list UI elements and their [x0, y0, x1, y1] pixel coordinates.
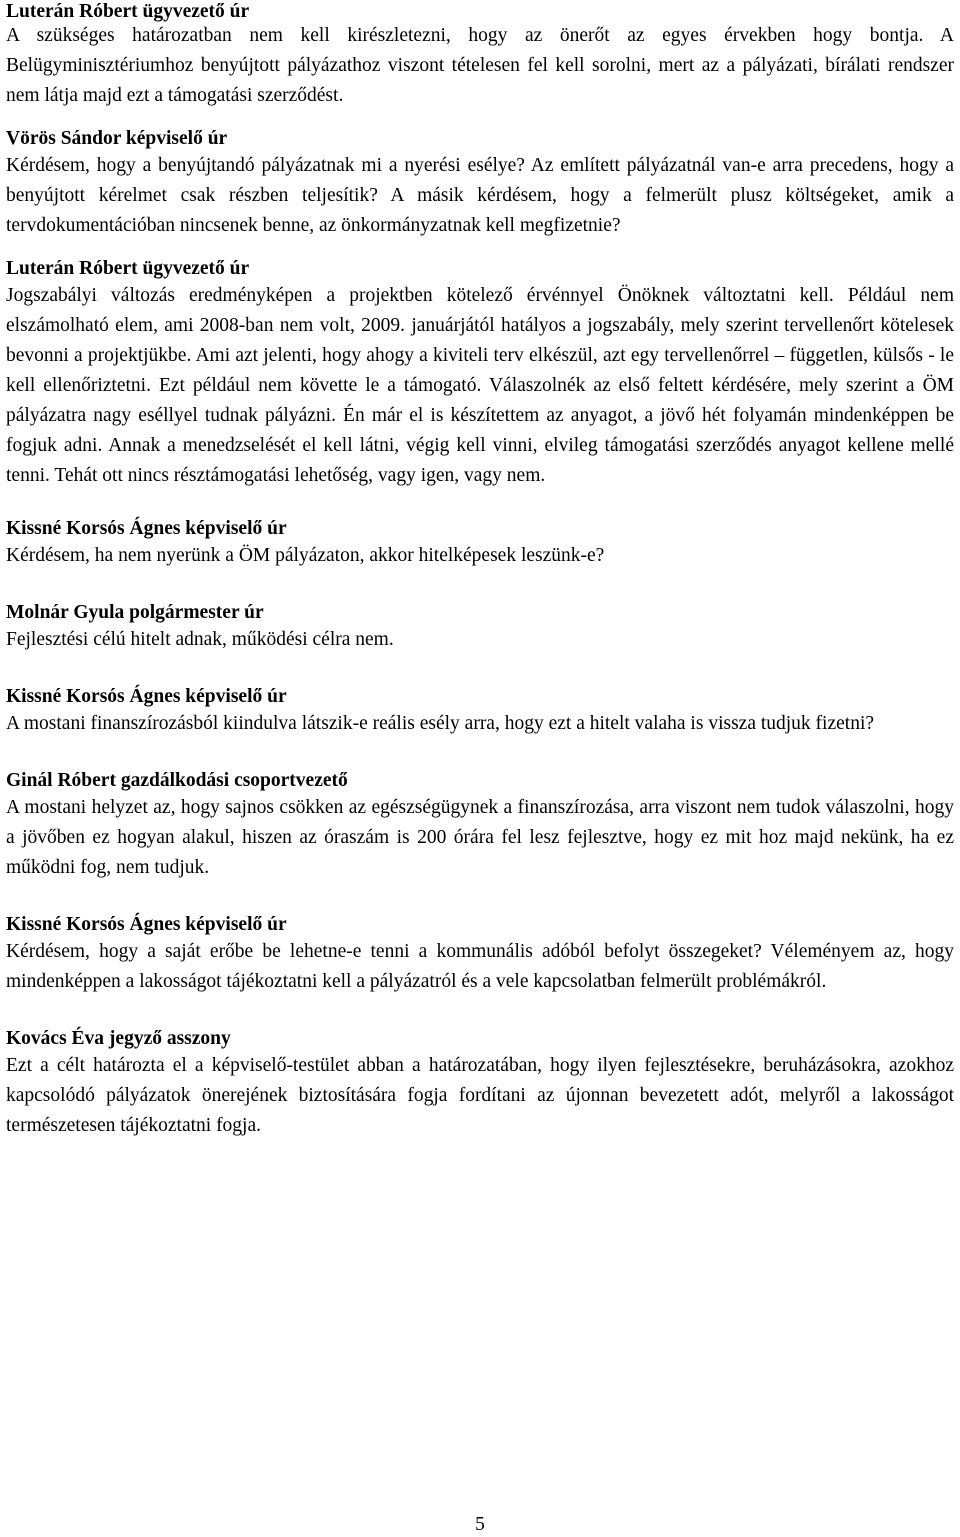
speaker-name: Vörös Sándor képviselő úr [6, 128, 228, 149]
speech-text: Kérdésem, hogy a saját erőbe be lehetne-e tenni a kommunális adóból befolyt összegeket? Véleményem az, hogy mindenképpen a lakosságot tájékoztatni kell a pályázatról és a vele kapcsolatban felmerült problémákról. [6, 941, 954, 992]
speaker-name: Kovács Éva jegyző asszony [6, 1028, 231, 1049]
speech-block [6, 517, 954, 571]
paragraph-gap [6, 491, 954, 517]
speech-text: A mostani helyzet az, hogy sajnos csökken az egészségügynek a finanszírozása, arra viszont nem tudok válaszolni, hogy a jövőben ez hogyan alakul, hiszen az óraszám is 200 órára fel lesz fejlesztve, hogy ez mit hoz majd nekünk, ha ez működni fog, nem tudjuk. [6, 797, 954, 878]
speaker-name: Ginál Róbert gazdálkodási csoportvezető [6, 770, 348, 791]
paragraph-gap [6, 111, 954, 127]
speech-text: Kérdésem, hogy a benyújtandó pályázatnak mi a nyerési esélye? Az említett pályázatnál van-e arra precedens, hogy a benyújtott kérelmet csak részben teljesítik? A másik kérdésem, hogy a felmerült plusz költségeket, amik a tervdokumentációban nincsenek benne, az önkormányzatnak kell megfizetnie? [6, 155, 954, 236]
speech-block [6, 769, 954, 883]
speech-block [6, 685, 954, 739]
speech-block [6, 601, 954, 655]
paragraph-gap [6, 241, 954, 257]
document-page [6, 0, 954, 1141]
speaker-name: Kissné Korsós Ágnes képviselő úr [6, 686, 287, 707]
speaker-name: Kissné Korsós Ágnes képviselő úr [6, 914, 287, 935]
speech-block [6, 127, 954, 241]
speaker-name: Luterán Róbert ügyvezető úr [6, 258, 250, 279]
speech-block [6, 913, 954, 997]
speaker-name: Kissné Korsós Ágnes képviselő úr [6, 518, 287, 539]
paragraph-gap [6, 571, 954, 601]
paragraph-gap [6, 997, 954, 1027]
speaker-name: Molnár Gyula polgármester úr [6, 602, 264, 623]
paragraph-gap [6, 883, 954, 913]
speech-text: A mostani finanszírozásból kiindulva látszik-e reális esély arra, hogy ezt a hitelt valaha is vissza tudjuk fizetni? [6, 713, 875, 734]
speech-block [6, 257, 954, 491]
speech-text: Fejlesztési célú hitelt adnak, működési célra nem. [6, 629, 394, 650]
page-number: 5 [475, 1514, 485, 1535]
speech-block [6, 0, 954, 111]
speech-text: A szükséges határozatban nem kell kirészletezni, hogy az önerőt az egyes érvekben hogy bontja. A Belügyminisztériumhoz benyújtott pályázathoz viszont tételesen fel kell sorolni, mert az a pályázati, bírálati rendszer nem látja majd ezt a támogatási szerződést. [6, 25, 954, 106]
speaker-name: Luterán Róbert ügyvezető úr [6, 1, 250, 22]
speech-text: Ezt a célt határozta el a képviselő-testület abban a határozatában, hogy ilyen fejlesztésekre, beruházásokra, azokhoz kapcsolódó pályázatok önerejének biztosítására fogja fordítani az újonnan bevezetett adót, melyről a lakosságot természetesen tájékoztatni fogja. [6, 1055, 954, 1136]
speech-text: Kérdésem, ha nem nyerünk a ÖM pályázaton, akkor hitelképesek leszünk-e? [6, 545, 605, 566]
paragraph-gap [6, 739, 954, 769]
speech-text: Jogszabályi változás eredményképen a projektben kötelező érvénnyel Önöknek változtatni kell. Például nem elszámolható elem, ami 2008-ban nem volt, 2009. januárjától hatályos a jogszabály, mely szerint tervellenőrt kötelesek bevonni a projektjükbe. Ami azt jelenti, hogy ahogy a kiviteli terv elkészül, azt egy tervellenőrrel – független, külsős - le kell ellenőriztetni. Ezt például nem követte le a támogató. Válaszolnék az első feltett kérdésére, mely szerint a ÖM pályázatra nagy eséllyel tudnak pályázni. Én már el is készítettem az anyagot, a jövő hét folyamán mindenképpen be fogjuk adni. Annak a menedzselését el kell látni, végig kell vinni, elvileg támogatási szerződés anyagot kellene mellé tenni. Tehát ott nincs résztámogatási lehetőség, vagy igen, vagy nem. [6, 285, 954, 486]
paragraph-gap [6, 655, 954, 685]
speech-block [6, 1027, 954, 1141]
